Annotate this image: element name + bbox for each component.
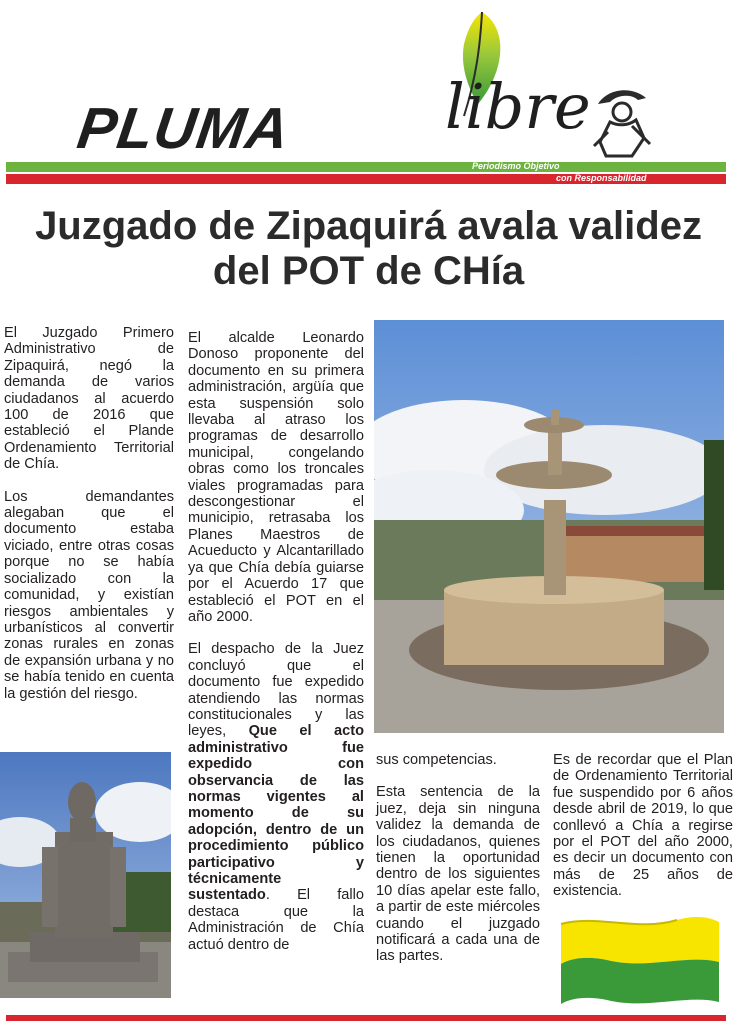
brand-bold: PLUMA [73, 96, 294, 161]
tagline-2: con Responsabilidad [556, 173, 647, 183]
paragraph: El Juzgado Primero Administrativo de Zipaquirá, negó la demanda de varios ciudadanos al acuerdo 100 de 2016 que estableció el Plande Ordenamiento Territorial de Chía. [4, 325, 174, 473]
column-3 [376, 752, 540, 981]
bottom-rule [6, 1015, 726, 1021]
indigenous-figure-icon [588, 86, 660, 158]
paragraph: Es de recordar que el Plan de Ordenamiento Territorial fue suspendido por 6 años desde abril de 2019, lo que conllevó a Chía a regirse por el POT del año 2000, es decir un documento con más de 25 años de existencia. [553, 752, 733, 900]
masthead [0, 0, 737, 192]
column-2 [188, 330, 364, 969]
fountain-photo [374, 320, 724, 733]
column-4 [553, 752, 733, 916]
chia-flag-icon [557, 914, 722, 1010]
text-run: . El fallo destaca que la Administración de Chía actuó dentro de [188, 887, 364, 953]
paragraph: sus competencias. [376, 752, 497, 768]
paragraph: Esta sentencia de la juez, deja sin ninguna validez la demanda de los ciudadanos, quienes tienen la oportunidad dentro de los siguientes 10 días apelar este fallo, a partir de este miércoles cuando el juzgado notificará a cada una de las partes. [376, 784, 540, 965]
bold-quote: Que el acto administrativo fue expedido con observancia de las normas vigentes al momento de su adopción, dentro de un procedimiento público participativo y técnicamente sustentado [188, 723, 364, 904]
paragraph-mixed [188, 641, 364, 953]
column-1 [4, 325, 174, 718]
green-stripe [6, 162, 726, 172]
article-title: Juzgado de Zipaquirá avala validez del POT de CHía [35, 204, 702, 293]
tagline-1: Periodismo Objetivo [472, 161, 560, 171]
statue-photo [0, 752, 171, 998]
paragraph: Los demandantes alegaban que el documento estaba viciado, entre otras cosas porque no se había socializado con la comunidad, y existían riesgos ambientales y urbanísticos al convertir zonas rurales en zonas de expansión urbana y no se había tenido en cuenta la gestión del riesgo. [4, 488, 174, 702]
text-run: El despacho de la Juez concluyó que el documento fue expedido atendiendo las normas constitucionales y las leyes, [188, 641, 364, 740]
paragraph: El alcalde Leonardo Donoso proponente del documento en su primera administración, argüía que esta suspensión solo llevaba al atraso los programas de desarrollo municipal, congelando obras como los troncales viales programadas para descongestionar el municipio, retrasaba los Planes Maestros de Acueducto y Alcantarillado ya que Chía debía guiarse por el Acuerdo 17 que estableció el POT en el año 2000. [188, 330, 364, 625]
brand-script: libre [445, 70, 591, 143]
